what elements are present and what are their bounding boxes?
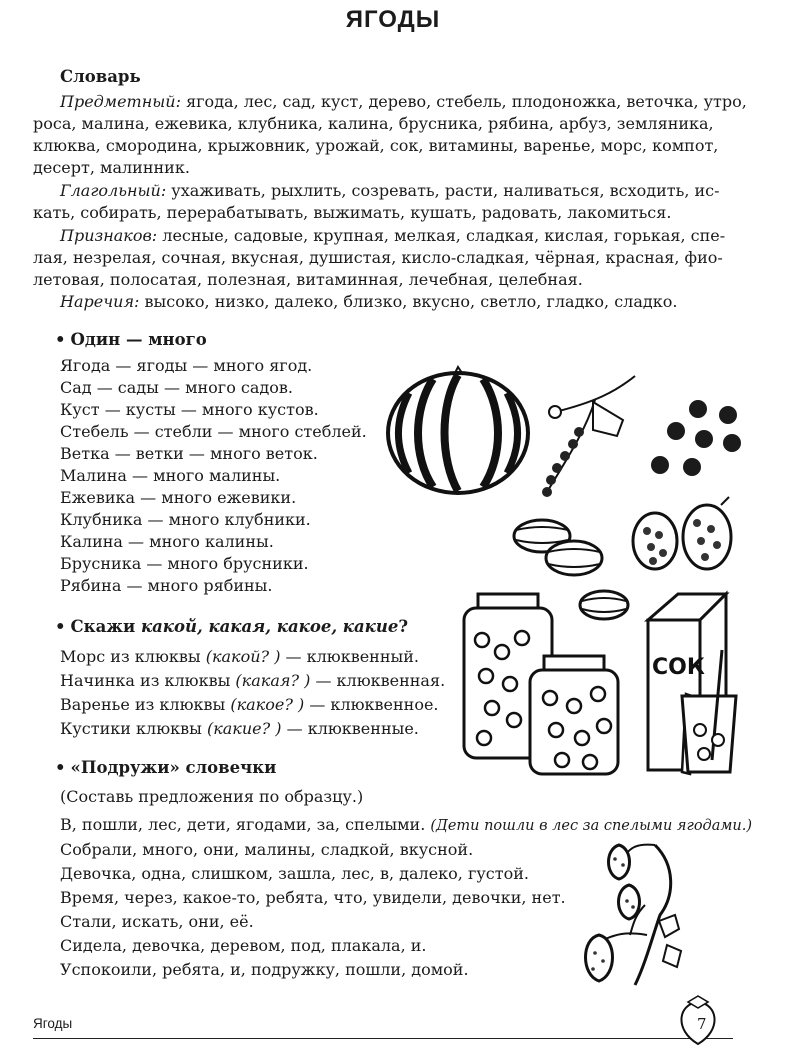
- dictionary-heading: Словарь: [60, 67, 141, 86]
- adj-line-3: летовая, полосатая, полезная, витаминная, лечебная, целебная.: [33, 270, 583, 289]
- list-item: Стали, искать, они, её.: [60, 912, 254, 931]
- adj-text: лесные, садовые, крупная, мелкая, сладкая, кислая, горькая, спе-: [162, 226, 726, 245]
- blackcurrant-berries-illustration: [648, 395, 748, 485]
- carton-label: СОК: [652, 655, 705, 680]
- row-post: — клюквенные.: [281, 719, 419, 738]
- list-item: Сидела, девочка, деревом, под, плакала, и.: [60, 936, 427, 955]
- list-item: Рябина — много рябины.: [60, 576, 273, 595]
- noun-text: ягода, лес, сад, куст, дерево, стебель, плодоножка, веточка, утро,: [186, 92, 747, 111]
- footer-divider: [33, 1038, 733, 1039]
- adj-line-2: лая, незрелая, сочная, вкусная, душистая, кисло-сладкая, чёрная, красная, фио-: [33, 248, 723, 267]
- list-item: Куст — кусты — много кустов.: [60, 400, 319, 419]
- heading-end: ?: [398, 617, 408, 636]
- list-item: Стебель — стебли — много стеблей.: [60, 422, 367, 441]
- list-item: [60, 669, 445, 693]
- noun-line-2: роса, малина, ежевика, клубника, калина, брусника, рябина, арбуз, земляника,: [33, 114, 714, 133]
- heading-italic: какой, какая, какое, какие: [140, 617, 399, 636]
- list-item: Успокоили, ребята, и, подружку, пошли, домой.: [60, 960, 469, 979]
- list-item: Ежевика — много ежевики.: [60, 488, 297, 507]
- verb-text: ухаживать, рыхлить, созревать, расти, наливаться, всходить, ис-: [171, 181, 720, 200]
- first-line-text: В, пошли, лес, дети, ягодами, за, спелыми.: [60, 815, 426, 834]
- raspberry-illustration: [625, 495, 745, 580]
- verb-line-1: [60, 180, 720, 202]
- page-number: 7: [697, 1015, 707, 1033]
- page-title: ЯГОДЫ: [345, 6, 441, 33]
- list-item: Время, через, какое-то, ребята, что, увидели, девочки, нет.: [60, 888, 566, 907]
- juice-carton-illustration: [638, 590, 753, 780]
- row-pre: Кустики клюквы: [60, 719, 207, 738]
- adj-line-1: [60, 225, 725, 247]
- row-question: (какой? ): [205, 647, 281, 666]
- heading-plain: Скажи: [70, 617, 141, 636]
- list-item: Ягода — ягоды — много ягод.: [60, 356, 313, 375]
- row-pre: Начинка из клюквы: [60, 671, 236, 690]
- watermelon-illustration: [385, 365, 535, 495]
- verb-label: Глагольный:: [60, 181, 167, 200]
- noun-line-1: [60, 91, 747, 113]
- list-item: Малина — много малины.: [60, 466, 281, 485]
- row-question: (какие? ): [206, 719, 282, 738]
- list-item: Девочка, одна, слишком, зашла, лес, в, далеко, густой.: [60, 864, 529, 883]
- section-three-instruction: (Составь предложения по образцу.): [60, 787, 364, 806]
- adv-line: [60, 291, 677, 313]
- list-item: Клубника — много клубники.: [60, 510, 311, 529]
- noun-line-3: клюква, смородина, крыжовник, урожай, сок, витамины, варенье, морс, компот,: [33, 136, 719, 155]
- list-item: Калина — много калины.: [60, 532, 274, 551]
- strawberry-plant-illustration: [575, 835, 685, 995]
- gooseberry-single-illustration: [575, 585, 633, 623]
- row-question: (какое? ): [230, 695, 305, 714]
- row-question: (какая? ): [235, 671, 311, 690]
- section-three-heading: • «Подружи» словечки: [55, 758, 276, 777]
- list-item: [60, 717, 445, 741]
- section-two-list: [60, 645, 445, 741]
- row-pre: Морс из клюквы: [60, 647, 206, 666]
- row-pre: Варенье из клюквы: [60, 695, 231, 714]
- adv-text: высоко, низко, далеко, близко, вкусно, светло, гладко, сладко.: [144, 292, 678, 311]
- noun-label: Предметный:: [60, 92, 181, 111]
- example-answer: (Дети пошли в лес за спелыми ягодами.): [430, 818, 753, 834]
- adj-label: Признаков:: [60, 226, 158, 245]
- row-post: — клюквенный.: [280, 647, 419, 666]
- currant-branch-illustration: [535, 372, 645, 502]
- list-item: [60, 693, 445, 717]
- adv-label: Наречия:: [60, 292, 140, 311]
- gooseberry-illustration: [508, 510, 608, 582]
- section-one-list: [60, 355, 367, 597]
- section-one-heading: • Один — много: [55, 330, 207, 349]
- list-item: Сад — сады — много садов.: [60, 378, 293, 397]
- list-item: Брусника — много брусники.: [60, 554, 309, 573]
- noun-line-4: десерт, малинник.: [33, 158, 190, 177]
- row-post: — клюквенная.: [310, 671, 446, 690]
- section-two-heading: [55, 617, 408, 636]
- row-post: — клюквенное.: [304, 695, 439, 714]
- list-item: [60, 645, 445, 669]
- verb-line-2: кать, собирать, перерабатывать, выжимать, кушать, радовать, лакомиться.: [33, 203, 672, 222]
- list-item: Собрали, много, они, малины, сладкой, вкусной.: [60, 840, 474, 859]
- footer-section-title: Ягоды: [33, 1016, 73, 1031]
- list-item: Ветка — ветки — много веток.: [60, 444, 318, 463]
